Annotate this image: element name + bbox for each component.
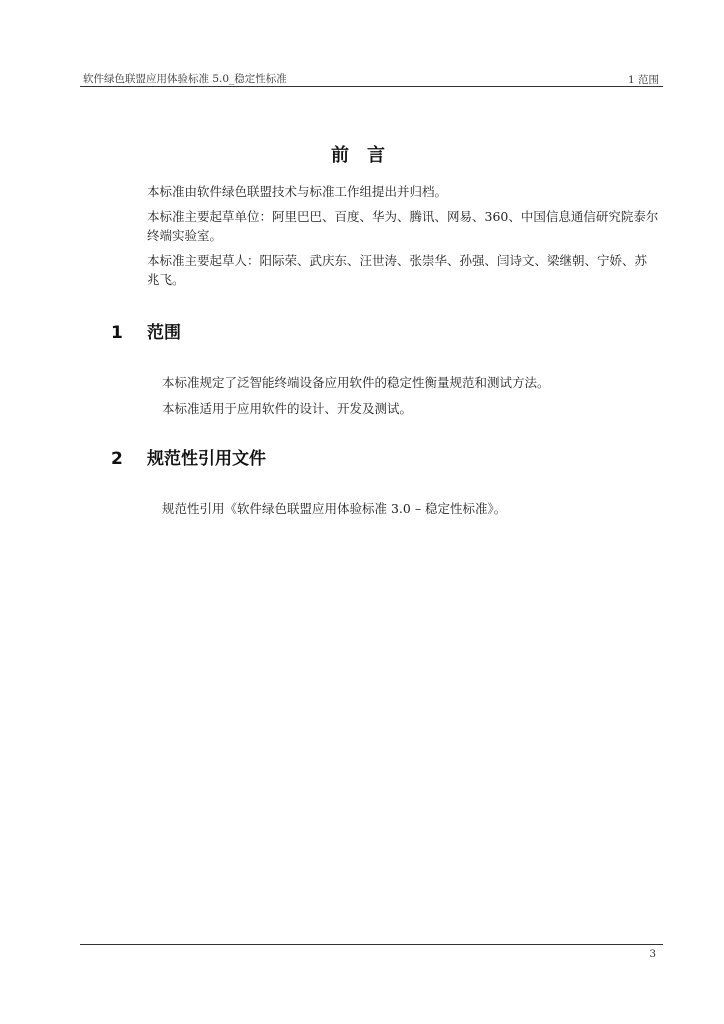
page-header [80,70,663,87]
section-heading-scope [111,318,181,343]
section-heading-normative-references [111,444,266,469]
section-title: 范围 [147,323,181,343]
body-paragraph: 规范性引用《软件绿色联盟应用体验标准 3.0 – 稳定性标准》。 [162,501,507,516]
section-body-normative-references [162,499,662,525]
section-body-scope [162,373,662,425]
preface-paragraph: 本标准主要起草单位：阿里巴巴、百度、华为、腾讯、网易、360、中国信息通信研究院泰尔终端实验室。 [147,209,659,243]
section-title: 规范性引用文件 [147,449,266,469]
section-number: 2 [111,449,123,469]
section-number: 1 [111,323,123,343]
header-section-label: 1 范围 [627,74,659,86]
preface-title: 前言 [331,145,403,166]
header-document-title: 软件绿色联盟应用体验标准 5.0_稳定性标准 [83,73,287,85]
preface-body [147,182,659,295]
preface-paragraph: 本标准由软件绿色联盟技术与标准工作组提出并归档。 [147,184,448,199]
body-paragraph: 本标准适用于应用软件的设计、开发及测试。 [162,401,413,416]
page-number: 3 [649,948,656,960]
preface-paragraph: 本标准主要起草人：阳际荣、武庆东、汪世涛、张崇华、孙强、闫诗文、梁继朝、宁娇、苏兆飞。 [147,253,648,287]
footer-divider [80,944,663,945]
body-paragraph: 本标准规定了泛智能终端设备应用软件的稳定性衡量规范和测试方法。 [162,375,550,390]
